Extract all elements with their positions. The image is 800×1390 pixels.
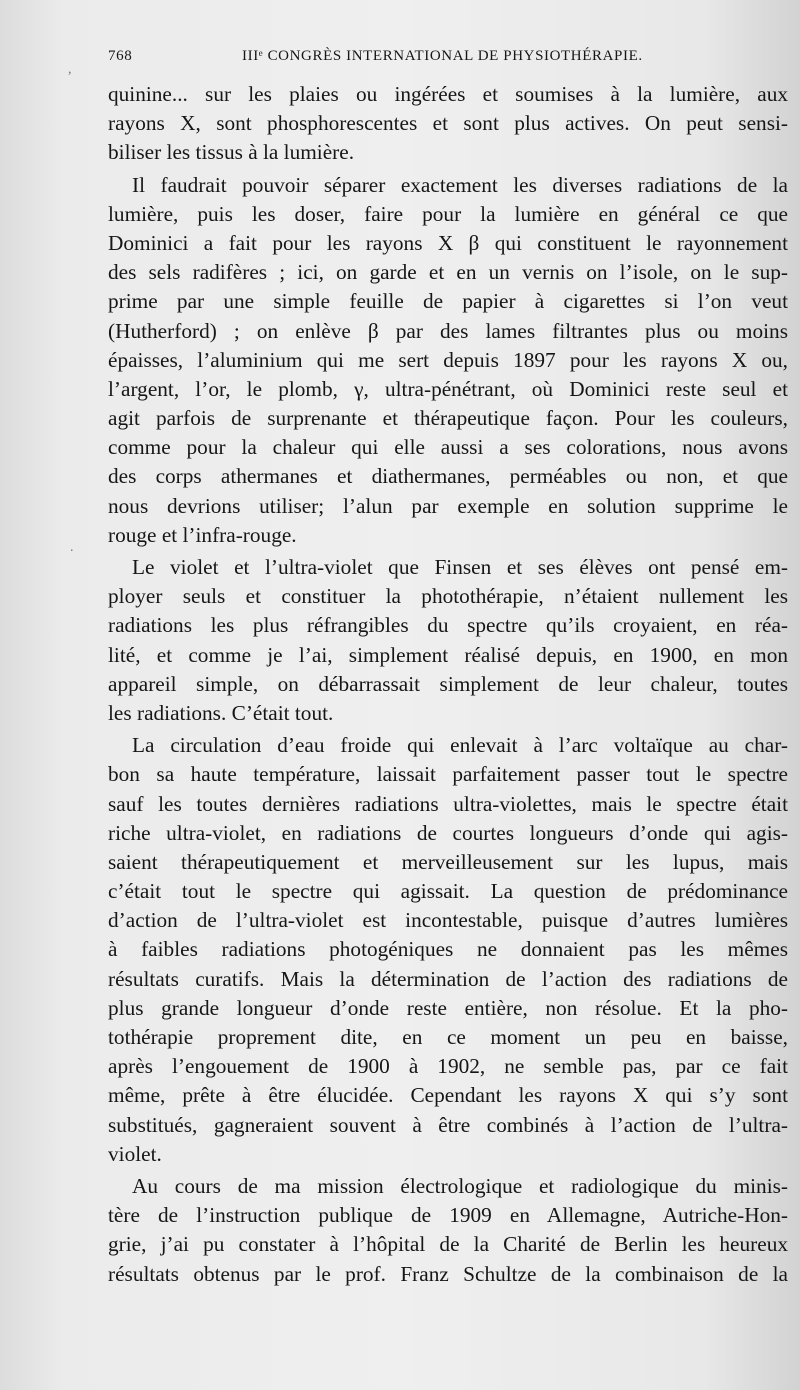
text-line: bon sa haute température, laissait parfaitement passer tout le spectre <box>108 762 788 787</box>
text-line: quinine... sur les plaies ou ingérées et soumises à la lumière, aux <box>108 82 788 106</box>
body-text <box>108 80 788 1292</box>
paragraph <box>108 1172 788 1289</box>
text-line: lumière, puis les doser, faire pour la lumière en général ce que <box>108 201 788 226</box>
paragraph <box>108 731 788 1169</box>
text-line: résultats curatifs. Mais la détermination de l’action des radiations de <box>108 966 788 991</box>
text-line: Dominici a fait pour les rayons X β qui constituent le rayonnement <box>108 230 788 255</box>
page-number: 768 <box>108 48 133 64</box>
text-line: Il faudrait pouvoir séparer exactement les diverses radiations de la <box>132 172 788 197</box>
text-line: substitués, gagneraient souvent à être combinés à l’action de l’ultra- <box>108 1112 788 1137</box>
text-line: après l’engouement de 1900 à 1902, ne semble pas, par ce fait <box>108 1054 788 1079</box>
text-line: radiations les plus réfrangibles du spectre qu’ils croyaient, en réa- <box>108 613 788 638</box>
text-line: c’était tout le spectre qui agissait. La question de prédominance <box>108 879 788 904</box>
text-line: tère de l’instruction publique de 1909 en Allemagne, Autriche-Hon- <box>108 1203 788 1228</box>
text-line: lité, et comme je l’ai, simplement réalisé depuis, en 1900, en mon <box>108 642 788 667</box>
text-line: Le violet et l’ultra-violet que Finsen et ses élèves ont pensé em- <box>132 555 788 579</box>
text-line: biliser les tissus à la lumière. <box>108 140 355 165</box>
paragraph <box>108 553 788 728</box>
running-title: IIIᵉ CONGRÈS INTERNATIONAL DE PHYSIOTHÉRAPIE. <box>242 48 643 64</box>
text-line: La circulation d’eau froide qui enlevait à l’arc voltaïque au char- <box>132 733 788 758</box>
text-line: les radiations. C’était tout. <box>108 700 334 725</box>
text-line: saient thérapeutiquement et merveilleusement sur les lupus, mais <box>108 849 788 874</box>
text-line: d’action de l’ultra-violet est incontestable, puisque d’autres lumières <box>108 908 788 933</box>
text-line: grie, j’ai pu constater à l’hôpital de la Charité de Berlin les heureux <box>108 1232 788 1257</box>
text-line: prime par une simple feuille de papier à cigarettes si l’on veut <box>108 289 788 314</box>
running-head <box>108 48 788 70</box>
text-line: à faibles radiations photogéniques ne donnaient pas les mêmes <box>108 937 788 962</box>
text-line: l’argent, l’or, le plomb, γ, ultra-pénétrant, où Dominici reste seul et <box>108 376 788 401</box>
text-line: même, prête à être élucidée. Cependant les rayons X qui s’y sont <box>108 1083 788 1108</box>
text-line: épaisses, l’aluminium qui me sert depuis 1897 pour les rayons X ou, <box>108 347 788 372</box>
text-line: comme pour la chaleur qui elle aussi a ses colorations, nous avons <box>108 435 788 460</box>
margin-tick: . <box>70 540 74 555</box>
text-line: rouge et l’infra-rouge. <box>108 522 297 547</box>
text-line: plus grande longueur d’onde reste entière, non résolue. Et la pho- <box>108 995 788 1020</box>
paragraph <box>108 171 788 550</box>
text-line: (Hutherford) ; on enlève β par des lames filtrantes plus ou moins <box>108 318 788 343</box>
text-line: agit parfois de surprenante et thérapeutique façon. Pour les couleurs, <box>108 406 788 431</box>
text-line: rayons X, sont phosphorescentes et sont plus actives. On peut sensi- <box>108 111 788 136</box>
margin-tick: , <box>68 62 72 77</box>
text-line: sauf les toutes dernières radiations ultra-violettes, mais le spectre était <box>108 791 788 816</box>
text-line: résultats obtenus par le prof. Franz Schultze de la combinaison de la <box>108 1261 788 1286</box>
text-line: Au cours de ma mission électrologique et radiologique du minis- <box>132 1173 788 1198</box>
text-line: appareil simple, on débarrassait simplement de leur chaleur, toutes <box>108 671 788 696</box>
text-line: ployer seuls et constituer la photothérapie, n’étaient nullement les <box>108 584 788 609</box>
text-line: tothérapie proprement dite, en ce moment un peu en baisse, <box>108 1025 788 1049</box>
text-line: des sels radifères ; ici, on garde et en un vernis on l’isole, on le sup- <box>108 260 788 285</box>
text-line: violet. <box>108 1141 162 1166</box>
text-line: nous devrions utiliser; l’alun par exemple en solution supprime le <box>108 493 788 518</box>
text-line: des corps athermanes et diathermanes, perméables ou non, et que <box>108 464 788 489</box>
paragraph <box>108 80 788 168</box>
text-line: riche ultra-violet, en radiations de courtes longueurs d’onde qui agis- <box>108 820 788 845</box>
